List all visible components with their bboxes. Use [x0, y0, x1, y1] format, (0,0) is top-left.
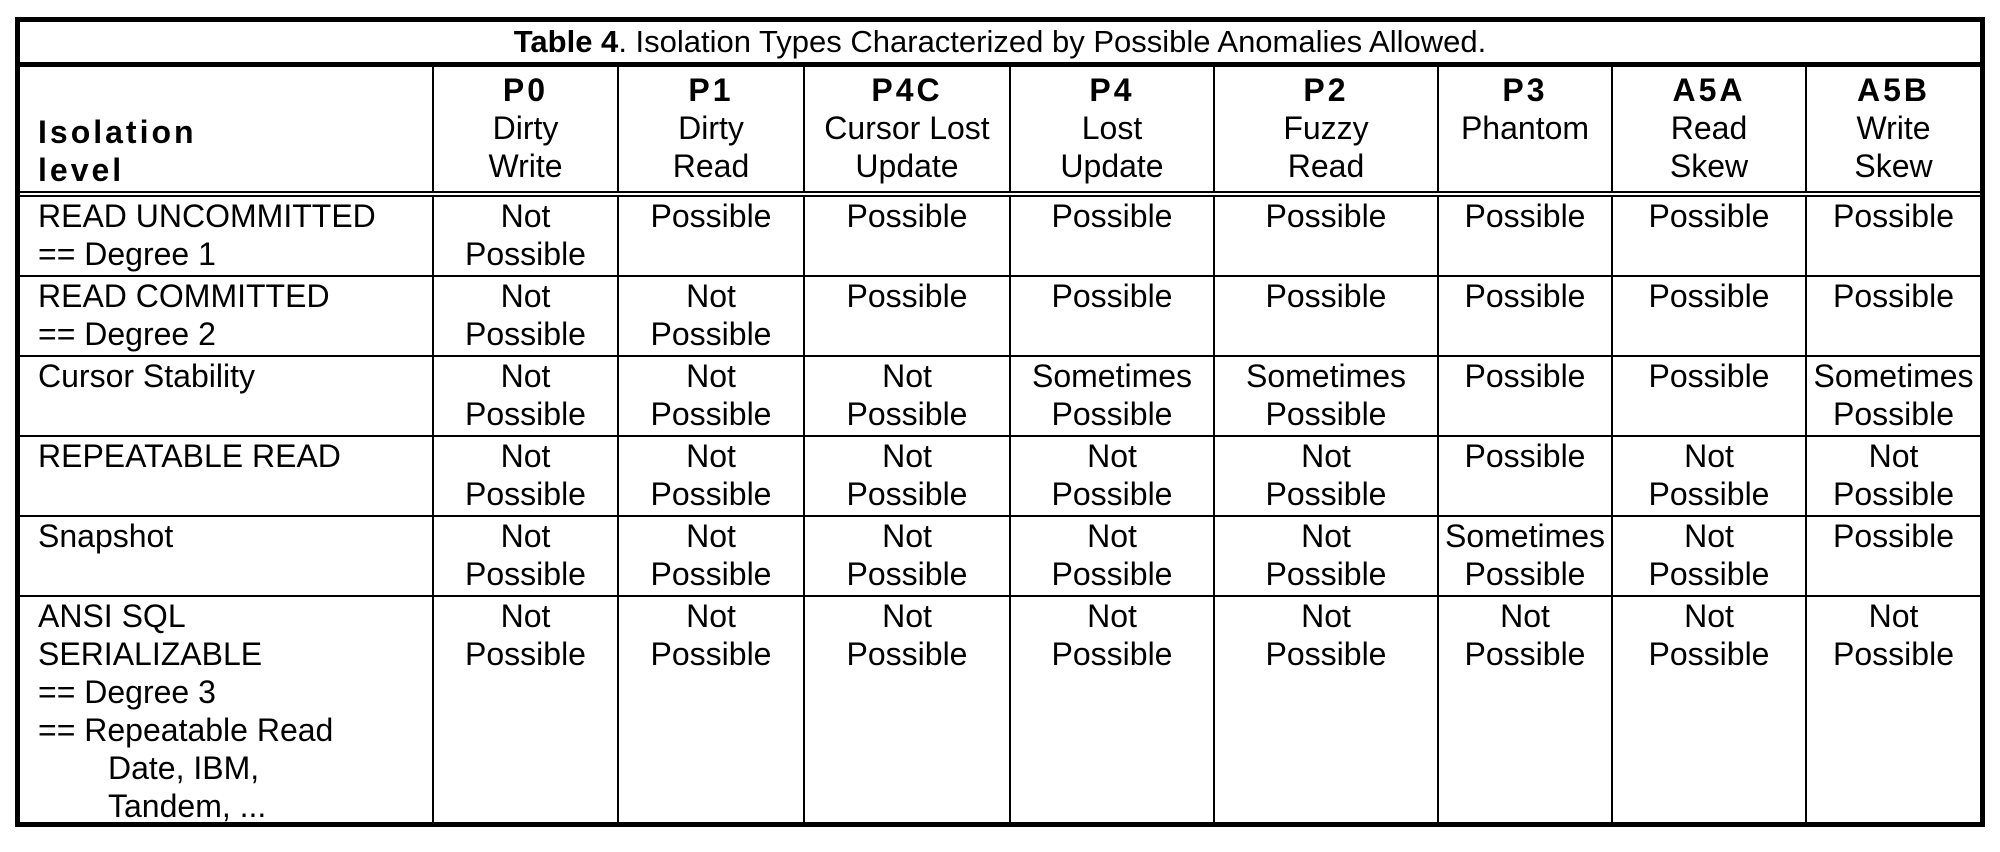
row-level-cell	[20, 356, 433, 436]
cell-line2: Possible	[1265, 636, 1387, 672]
table-cell	[1612, 276, 1806, 356]
column-name-line1: Phantom	[1460, 110, 1590, 146]
table-caption-row	[20, 22, 1980, 65]
table-cell	[618, 276, 804, 356]
column-header-p2	[1214, 65, 1438, 195]
table-cell	[1438, 356, 1612, 436]
table-cell	[1806, 516, 1980, 596]
table-cell	[1010, 516, 1214, 596]
cell-line2: Possible	[465, 316, 586, 352]
column-code: A5B	[1857, 72, 1931, 108]
cell-line1: Not	[1087, 518, 1137, 554]
table-cell	[1438, 436, 1612, 516]
column-name-line1: Read	[1670, 110, 1748, 146]
table-cell	[1612, 356, 1806, 436]
cell-line1: Sometimes	[1245, 358, 1407, 394]
cell-line1: Not	[1301, 598, 1351, 634]
isolation-level-header-line2: level	[38, 152, 125, 188]
column-header-a5b	[1806, 65, 1980, 195]
table-caption-text: . Isolation Types Characterized by Possible Anomalies Allowed.	[618, 24, 1487, 59]
cell-line1: Not	[686, 358, 736, 394]
cell-line1: Possible	[650, 198, 772, 234]
column-name-line1: Cursor Lost	[824, 110, 990, 146]
row-level-line: == Degree 2	[38, 316, 216, 352]
column-name-line2: Read	[672, 148, 750, 184]
cell-line1: Not	[500, 358, 551, 394]
table-cell	[804, 356, 1010, 436]
row-level-line: ANSI SQL	[38, 598, 186, 634]
cell-line2: Possible	[650, 396, 772, 432]
column-header-p3	[1438, 65, 1612, 195]
column-name-line2: Update	[855, 148, 959, 184]
table-cell	[618, 596, 804, 825]
cell-line1: Not	[686, 598, 736, 634]
table-cell	[804, 194, 1010, 276]
column-header-p4	[1010, 65, 1214, 195]
column-name-line1: Dirty	[492, 110, 559, 146]
column-header-p0	[433, 65, 618, 195]
row-level-line: == Degree 3	[38, 674, 216, 710]
column-name-line2: Update	[1060, 148, 1164, 184]
row-level-line: READ UNCOMMITTED	[38, 198, 376, 234]
cell-line2: Possible	[1464, 556, 1586, 592]
cell-line2: Possible	[465, 476, 586, 512]
column-header-p1	[618, 65, 804, 195]
column-name-line1: Dirty	[678, 110, 744, 146]
table-caption	[20, 22, 1980, 65]
table-cell	[804, 276, 1010, 356]
cell-line1: Not	[686, 438, 736, 474]
column-code: P0	[502, 72, 549, 108]
table-cell	[433, 436, 618, 516]
column-name-line1: Write	[1856, 110, 1931, 146]
row-level-cell	[20, 516, 433, 596]
cell-line1: Not	[1301, 438, 1351, 474]
cell-line2: Possible	[1051, 476, 1173, 512]
cell-line1: Possible	[1648, 198, 1770, 234]
table-cell	[1214, 194, 1438, 276]
table-row-cursor-stability	[20, 356, 1980, 436]
cell-line1: Possible	[1464, 278, 1586, 314]
cell-line1: Not	[1868, 438, 1919, 474]
cell-line2: Possible	[1833, 476, 1954, 512]
cell-line1: Possible	[1464, 198, 1586, 234]
table-cell	[433, 194, 618, 276]
cell-line1: Not	[882, 358, 932, 394]
table-header-row	[20, 65, 1980, 195]
row-level-line: == Degree 1	[38, 236, 216, 272]
row-level-line: Tandem, ...	[108, 788, 267, 824]
table-cell	[1806, 356, 1980, 436]
table-cell	[1010, 356, 1214, 436]
cell-line1: Possible	[1265, 198, 1387, 234]
table-cell	[433, 596, 618, 825]
table-cell	[1010, 436, 1214, 516]
cell-line2: Possible	[650, 316, 772, 352]
cell-line2: Possible	[1648, 636, 1770, 672]
row-level-line: Snapshot	[38, 518, 174, 554]
cell-line2: Possible	[1833, 396, 1954, 432]
cell-line1: Not	[500, 438, 551, 474]
cell-line1: Sometimes	[1444, 518, 1606, 554]
row-level-cell	[20, 436, 433, 516]
cell-line1: Possible	[1265, 278, 1387, 314]
column-name-line2: Skew	[1854, 148, 1933, 184]
table-cell	[433, 356, 618, 436]
cell-line2: Possible	[465, 556, 586, 592]
cell-line1: Possible	[1833, 278, 1954, 314]
table-cell	[618, 436, 804, 516]
cell-line1: Not	[1868, 598, 1919, 634]
cell-line1: Not	[500, 598, 551, 634]
table-cell	[1214, 356, 1438, 436]
table-cell	[1214, 516, 1438, 596]
cell-line2: Possible	[1051, 556, 1173, 592]
cell-line1: Not	[686, 518, 736, 554]
table-cell	[1612, 194, 1806, 276]
table-cell	[1214, 436, 1438, 516]
cell-line2: Possible	[1648, 556, 1770, 592]
table-cell	[1010, 276, 1214, 356]
cell-line2: Possible	[465, 396, 586, 432]
column-header-a5a	[1612, 65, 1806, 195]
cell-line1: Possible	[1464, 438, 1586, 474]
cell-line2: Possible	[650, 556, 772, 592]
table-cell	[1214, 276, 1438, 356]
cell-line1: Not	[882, 598, 932, 634]
column-name-line1: Lost	[1081, 110, 1143, 146]
cell-line1: Not	[882, 518, 932, 554]
table-cell	[1438, 194, 1612, 276]
column-header-p4c	[804, 65, 1010, 195]
cell-line2: Possible	[650, 636, 772, 672]
cell-line1: Possible	[846, 278, 968, 314]
cell-line1: Not	[500, 198, 551, 234]
cell-line2: Possible	[1833, 636, 1954, 672]
table-cell	[804, 516, 1010, 596]
cell-line2: Possible	[846, 476, 968, 512]
cell-line1: Not	[1087, 438, 1137, 474]
cell-line1: Possible	[1833, 198, 1954, 234]
table-cell	[1806, 596, 1980, 825]
row-level-cell	[20, 194, 433, 276]
cell-line1: Not	[1684, 438, 1734, 474]
cell-line1: Sometimes	[1031, 358, 1193, 394]
isolation-level-header	[20, 65, 433, 195]
table-cell	[1612, 436, 1806, 516]
row-level-line: Date, IBM,	[108, 750, 260, 786]
table-cell	[804, 596, 1010, 825]
row-level-line: == Repeatable Read	[38, 712, 334, 748]
table-row-ansi-serializable	[20, 596, 1980, 825]
column-name-line2: Read	[1287, 148, 1365, 184]
cell-line2: Possible	[465, 236, 586, 272]
cell-line1: Not	[1500, 598, 1550, 634]
cell-line1: Not	[1684, 518, 1734, 554]
table-cell	[1010, 194, 1214, 276]
row-level-cell	[20, 276, 433, 356]
cell-line1: Not	[1684, 598, 1734, 634]
table-cell	[618, 194, 804, 276]
cell-line2: Possible	[846, 636, 968, 672]
table-cell	[618, 516, 804, 596]
cell-line1: Possible	[1648, 278, 1770, 314]
table-cell	[433, 276, 618, 356]
row-level-line: READ COMMITTED	[38, 278, 330, 314]
table-cell	[1438, 516, 1612, 596]
table-cell	[1010, 596, 1214, 825]
column-name-line2: Write	[488, 148, 563, 184]
cell-line2: Possible	[1051, 396, 1173, 432]
row-level-line: REPEATABLE READ	[38, 438, 341, 474]
cell-line1: Possible	[1648, 358, 1770, 394]
table-caption-label: Table 4	[513, 24, 619, 59]
cell-line2: Possible	[1464, 636, 1586, 672]
table-cell	[1438, 276, 1612, 356]
table-cell	[1806, 276, 1980, 356]
column-name-line1: Fuzzy	[1283, 110, 1369, 146]
column-code: P1	[688, 72, 734, 108]
column-code: P2	[1303, 72, 1349, 108]
row-level-line: SERIALIZABLE	[38, 636, 263, 672]
table-cell	[618, 356, 804, 436]
table-cell	[1806, 436, 1980, 516]
cell-line1: Possible	[1051, 198, 1173, 234]
table-cell	[1438, 596, 1612, 825]
cell-line2: Possible	[1648, 476, 1770, 512]
cell-line1: Not	[500, 518, 551, 554]
cell-line1: Possible	[1833, 518, 1954, 554]
table-row-repeatable-read	[20, 436, 1980, 516]
cell-line1: Not	[882, 438, 932, 474]
cell-line2: Possible	[1051, 636, 1173, 672]
isolation-anomalies-table	[20, 22, 1980, 825]
table-cell	[1214, 596, 1438, 825]
table-row-read-committed	[20, 276, 1980, 356]
isolation-level-header-line1: Isolation	[38, 114, 197, 150]
table-cell	[804, 436, 1010, 516]
cell-line2: Possible	[846, 556, 968, 592]
table-cell	[1806, 194, 1980, 276]
cell-line2: Possible	[1265, 556, 1387, 592]
row-level-line: Cursor Stability	[38, 358, 255, 394]
cell-line1: Not	[1301, 518, 1351, 554]
cell-line1: Possible	[1051, 278, 1173, 314]
cell-line2: Possible	[846, 396, 968, 432]
cell-line2: Possible	[465, 636, 586, 672]
cell-line1: Not	[500, 278, 551, 314]
cell-line2: Possible	[650, 476, 772, 512]
table-cell	[433, 516, 618, 596]
column-code: A5A	[1672, 72, 1746, 108]
table-cell	[1612, 516, 1806, 596]
column-code: P3	[1502, 72, 1548, 108]
cell-line1: Sometimes	[1813, 358, 1974, 394]
cell-line1: Not	[686, 278, 736, 314]
table-cell	[1612, 596, 1806, 825]
column-name-line2: Skew	[1669, 148, 1749, 184]
cell-line1: Possible	[1464, 358, 1586, 394]
table-row-read-uncommitted	[20, 194, 1980, 276]
column-code: P4C	[871, 72, 943, 108]
isolation-table-frame	[15, 17, 1985, 827]
cell-line1: Not	[1087, 598, 1137, 634]
row-level-cell	[20, 596, 433, 825]
cell-line1: Possible	[846, 198, 968, 234]
table-row-snapshot	[20, 516, 1980, 596]
cell-line2: Possible	[1265, 476, 1387, 512]
column-code: P4	[1089, 72, 1135, 108]
cell-line2: Possible	[1265, 396, 1387, 432]
